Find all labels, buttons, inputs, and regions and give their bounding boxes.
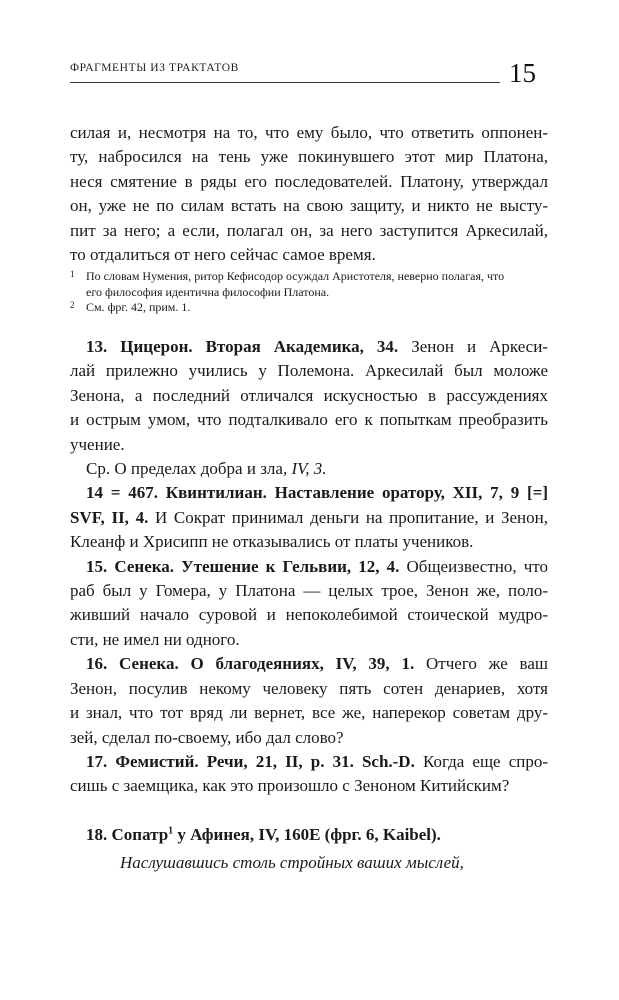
text-line: Зенона, а последний отличался искусностью в рассуждениях — [70, 385, 548, 405]
footnote — [70, 300, 548, 316]
footnote-line: По словам Нумения, ритор Кефисодор осуждал Аристотеля, неверно полагая, что — [86, 269, 505, 283]
fragment-text: Когда еще спро- — [414, 751, 548, 771]
footnote-mark: 1 — [70, 269, 75, 279]
text-line: живший начало суровой и непоколебимой стоической мудро- — [70, 605, 548, 625]
text-line: Клеанф и Хрисипп не отказывались от платы учеников. — [70, 532, 474, 552]
fragment-heading: SVF, II, 4. — [70, 507, 149, 527]
fragment-heading-author: 18. Сопатр — [86, 824, 169, 844]
text-line: силая и, несмотря на то, что ему было, что ответить оппонен- — [70, 123, 548, 142]
text-line: зей, сделал по-своему, ибо дал слово? — [70, 727, 344, 747]
cross-reference-text: Ср. О пределах добра и зла — [86, 459, 283, 479]
fragment-18 — [70, 823, 548, 847]
fragment-heading: 13. Цицерон. Вторая Академика, 34. — [86, 337, 399, 356]
footnotes — [70, 269, 548, 316]
footnote-mark: 2 — [70, 300, 75, 310]
verse-line: Наслушавшись столь стройных ваших мыслей, — [120, 853, 464, 872]
text-line — [70, 335, 548, 359]
page-number: 15 — [509, 58, 536, 88]
fragment-text: Зенон и Аркеси- — [398, 337, 548, 356]
fragment-heading: 14 = 467. Квинтилиан. Наставление оратору, XII, 7, 9 [=] — [86, 483, 548, 503]
text-line — [70, 555, 548, 579]
text-line: сишь с заемщика, как это произошло с Зеноном Китийским? — [70, 776, 510, 796]
footnote-line: См. фрг. 42, прим. 1. — [86, 300, 191, 314]
fragment-text: Отчего же ваш — [414, 654, 548, 674]
cross-reference-locus: , IV, 3. — [282, 459, 327, 479]
text-line: раб был у Гомера, у Платона — целых трое, Зенон же, поло- — [70, 581, 548, 601]
footnote — [70, 269, 548, 300]
fragment-14 — [70, 481, 548, 554]
fragment-heading — [70, 823, 548, 847]
fragment-heading: 17. Фемистий. Речи, 21, II, p. 31. Sch.-D. — [86, 751, 415, 771]
text-line: Зенон, посулив некому человеку пять сотен денариев, хотя — [70, 678, 548, 698]
footnote-reference: 1 — [168, 825, 174, 837]
text-line: неся смятение в ряды его последователей. Платону, утверждал — [70, 171, 548, 191]
footnote-line: его философия идентична философии Платона. — [86, 284, 330, 299]
header-rule — [70, 82, 500, 83]
text-line: учение. — [70, 434, 125, 454]
fragment-15 — [70, 555, 548, 653]
cross-reference — [70, 457, 548, 481]
continued-paragraph — [70, 121, 548, 267]
fragment-heading-source: у Афинея, IV, 160E (фрг. 6, Kaibel). — [173, 824, 441, 844]
text-line: ту, набросился на тень уже покинувшего этот мир Платона, — [70, 147, 548, 167]
fragments-list — [70, 335, 548, 847]
text-line — [70, 750, 548, 774]
fragment-heading: 16. Сенека. О благодеяниях, IV, 39, 1. — [86, 654, 415, 674]
fragment-16 — [70, 652, 548, 750]
text-line: и острым умом, что подталкивало его к попыткам преобразить — [70, 410, 548, 430]
text-line — [70, 506, 548, 530]
text-line: и знал, что тот вряд ли вернет, все же, наперекор советам дру- — [70, 703, 548, 723]
fragment-13 — [70, 335, 548, 481]
fragment-text: Общеизвестно, что — [399, 556, 548, 576]
fragment-heading: 15. Сенека. Утешение к Гельвии, 12, 4. — [86, 556, 400, 576]
text-line — [70, 652, 548, 676]
fragment-text: И Сократ принимал деньги на пропитание, и Зенон, — [148, 507, 548, 527]
fragment-17 — [70, 750, 548, 799]
text-line: он, уже не по силам встать на свою защиту, и никто не высту- — [70, 196, 548, 216]
text-line: лай прилежно учились у Полемона. Аркесилай был моложе — [70, 361, 548, 381]
text-line: сти, не имел ни одного. — [70, 629, 240, 649]
running-title: ФРАГМЕНТЫ ИЗ ТРАКТАТОВ — [70, 62, 239, 74]
text-line: то отдалиться от него сейчас самое время. — [70, 245, 376, 265]
text-line: пит за него; а если, полагал он, за него заступится Аркесилай, — [70, 220, 548, 240]
